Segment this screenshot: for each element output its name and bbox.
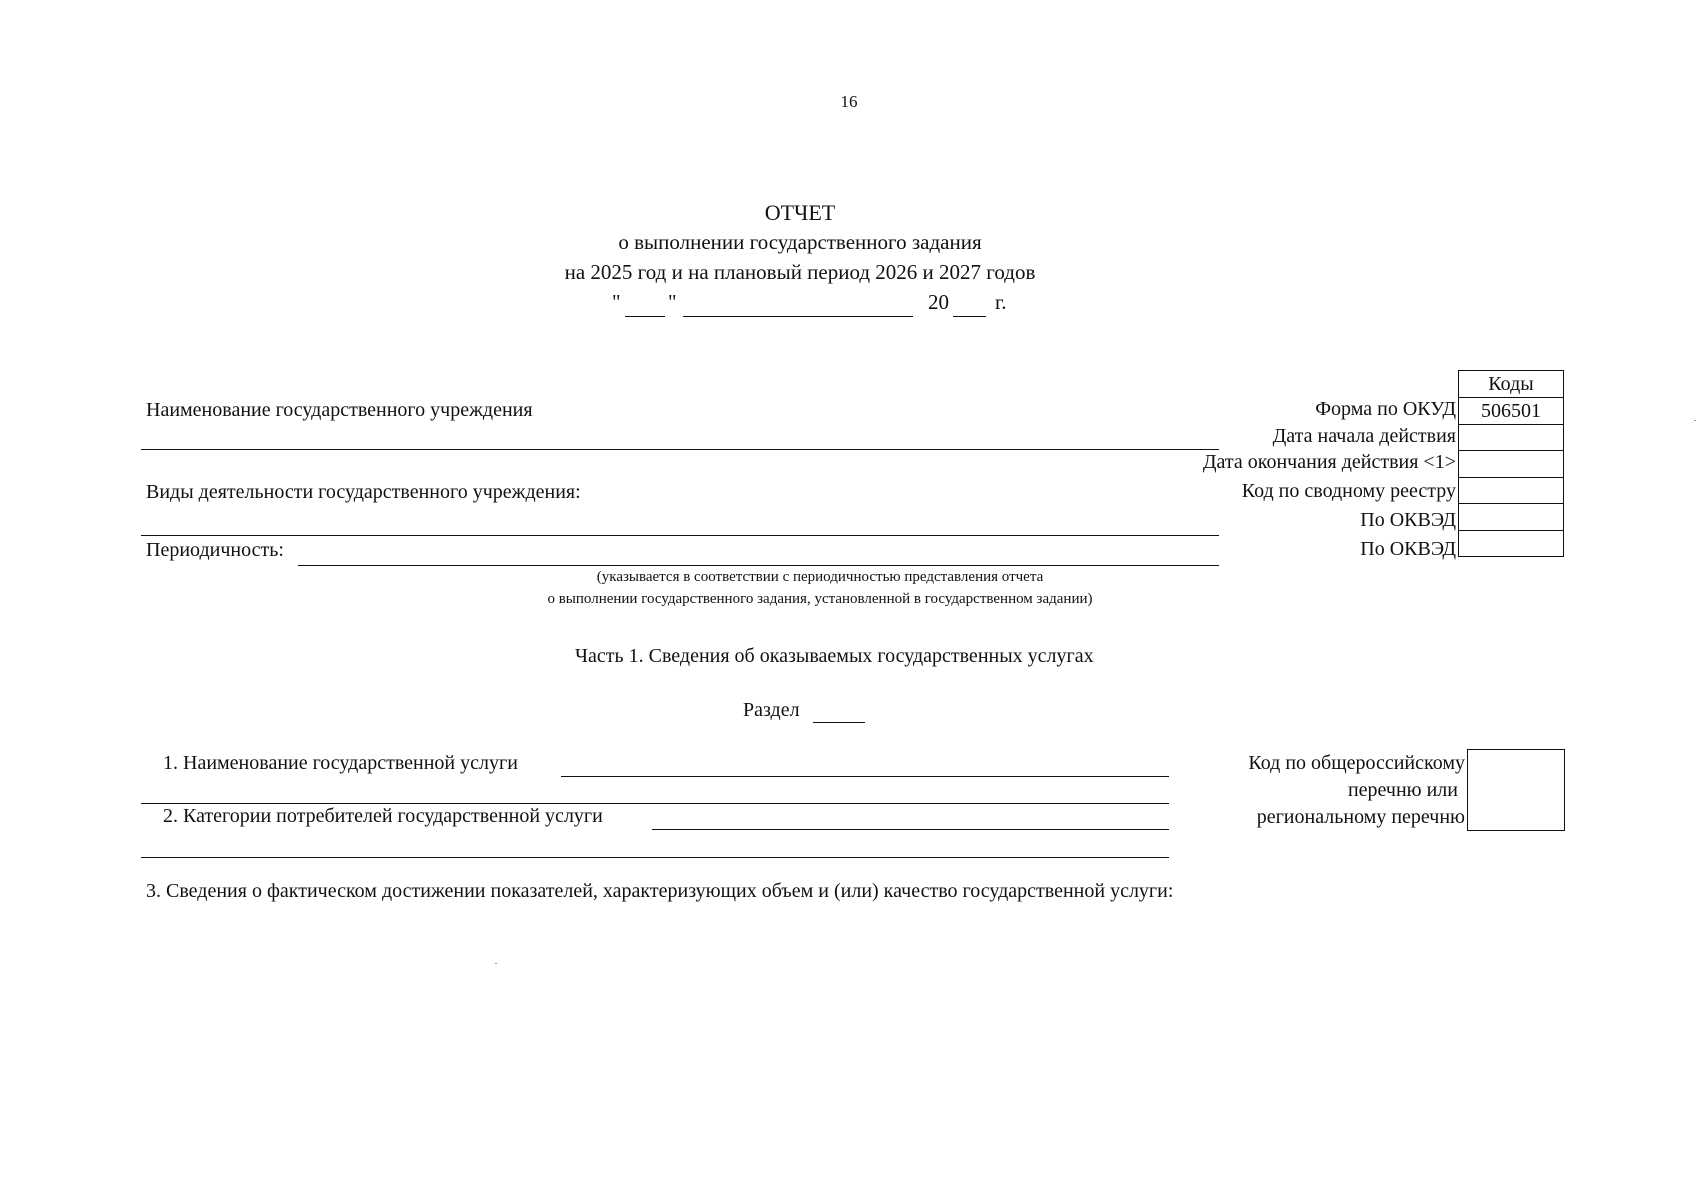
institution-name-label: Наименование государственного учреждения — [146, 399, 533, 421]
report-subtitle: о выполнении государственного задания — [618, 230, 982, 254]
consumer-category-label: 2. Категории потребителей государственной услуги — [163, 805, 603, 827]
okved-label-1: По ОКВЭД — [1360, 509, 1456, 531]
date-close-quote: " — [668, 290, 677, 314]
date-day-blank[interactable] — [625, 316, 665, 317]
periodicity-field[interactable] — [298, 565, 1219, 566]
section-number-field[interactable] — [813, 722, 865, 723]
date-year-prefix: 20 — [928, 290, 949, 314]
scan-speck — [1694, 420, 1696, 421]
report-date-line — [0, 290, 1698, 320]
scan-speck — [495, 963, 497, 964]
okud-code-cell: 506501 — [1459, 398, 1564, 425]
codes-header: Коды — [1459, 371, 1564, 398]
service-code-label-line1: Код по общероссийскому — [1248, 752, 1465, 774]
okved-cell-2[interactable] — [1459, 530, 1564, 557]
date-year-blank[interactable] — [953, 316, 986, 317]
periodicity-note-line1: (указывается в соответствии с периодичностью представления отчета — [596, 569, 1044, 585]
activity-types-field[interactable] — [141, 535, 1219, 536]
okud-form-label: Форма по ОКУД — [1315, 398, 1456, 420]
page-number: 16 — [840, 92, 858, 111]
consumer-category-field-line2[interactable] — [141, 857, 1169, 858]
periodicity-label: Периодичность: — [146, 539, 284, 561]
consumer-category-field[interactable] — [652, 829, 1169, 830]
indicators-heading: 3. Сведения о фактическом достижении показателей, характеризующих объем и (или) качество государственной услуги: — [146, 880, 1174, 902]
service-code-label-line2: перечню или — [1347, 779, 1458, 801]
end-date-label: Дата окончания действия <1> — [1202, 451, 1456, 473]
date-year-suffix: г. — [995, 290, 1007, 314]
section-label: Раздел — [743, 699, 800, 721]
institution-name-field[interactable] — [141, 449, 1219, 450]
service-name-label: 1. Наименование государственной услуги — [163, 752, 518, 774]
date-month-blank[interactable] — [683, 316, 913, 317]
activity-types-label: Виды деятельности государственного учреждения: — [146, 481, 581, 503]
okved-label-2: По ОКВЭД — [1360, 538, 1456, 560]
registry-code-cell[interactable] — [1459, 477, 1564, 504]
end-date-cell[interactable] — [1459, 451, 1564, 478]
start-date-cell[interactable] — [1459, 424, 1564, 451]
registry-code-label: Код по сводному реестру — [1241, 480, 1456, 502]
okved-cell-1[interactable] — [1459, 504, 1564, 531]
report-period: на 2025 год и на плановый период 2026 и 2027 годов — [564, 260, 1036, 284]
service-code-label-line3: региональному перечню — [1256, 806, 1465, 828]
date-open-quote: " — [612, 290, 621, 314]
service-name-field-line2[interactable] — [141, 803, 1169, 804]
codes-table — [1458, 370, 1564, 557]
part-title: Часть 1. Сведения об оказываемых государственных услугах — [575, 645, 1094, 667]
service-name-field[interactable] — [561, 776, 1169, 777]
periodicity-note-line2: о выполнении государственного задания, установленной в государственном задании) — [547, 591, 1093, 607]
start-date-label: Дата начала действия — [1272, 425, 1456, 447]
service-code-box[interactable] — [1467, 749, 1565, 831]
report-title: ОТЧЕТ — [764, 200, 836, 225]
